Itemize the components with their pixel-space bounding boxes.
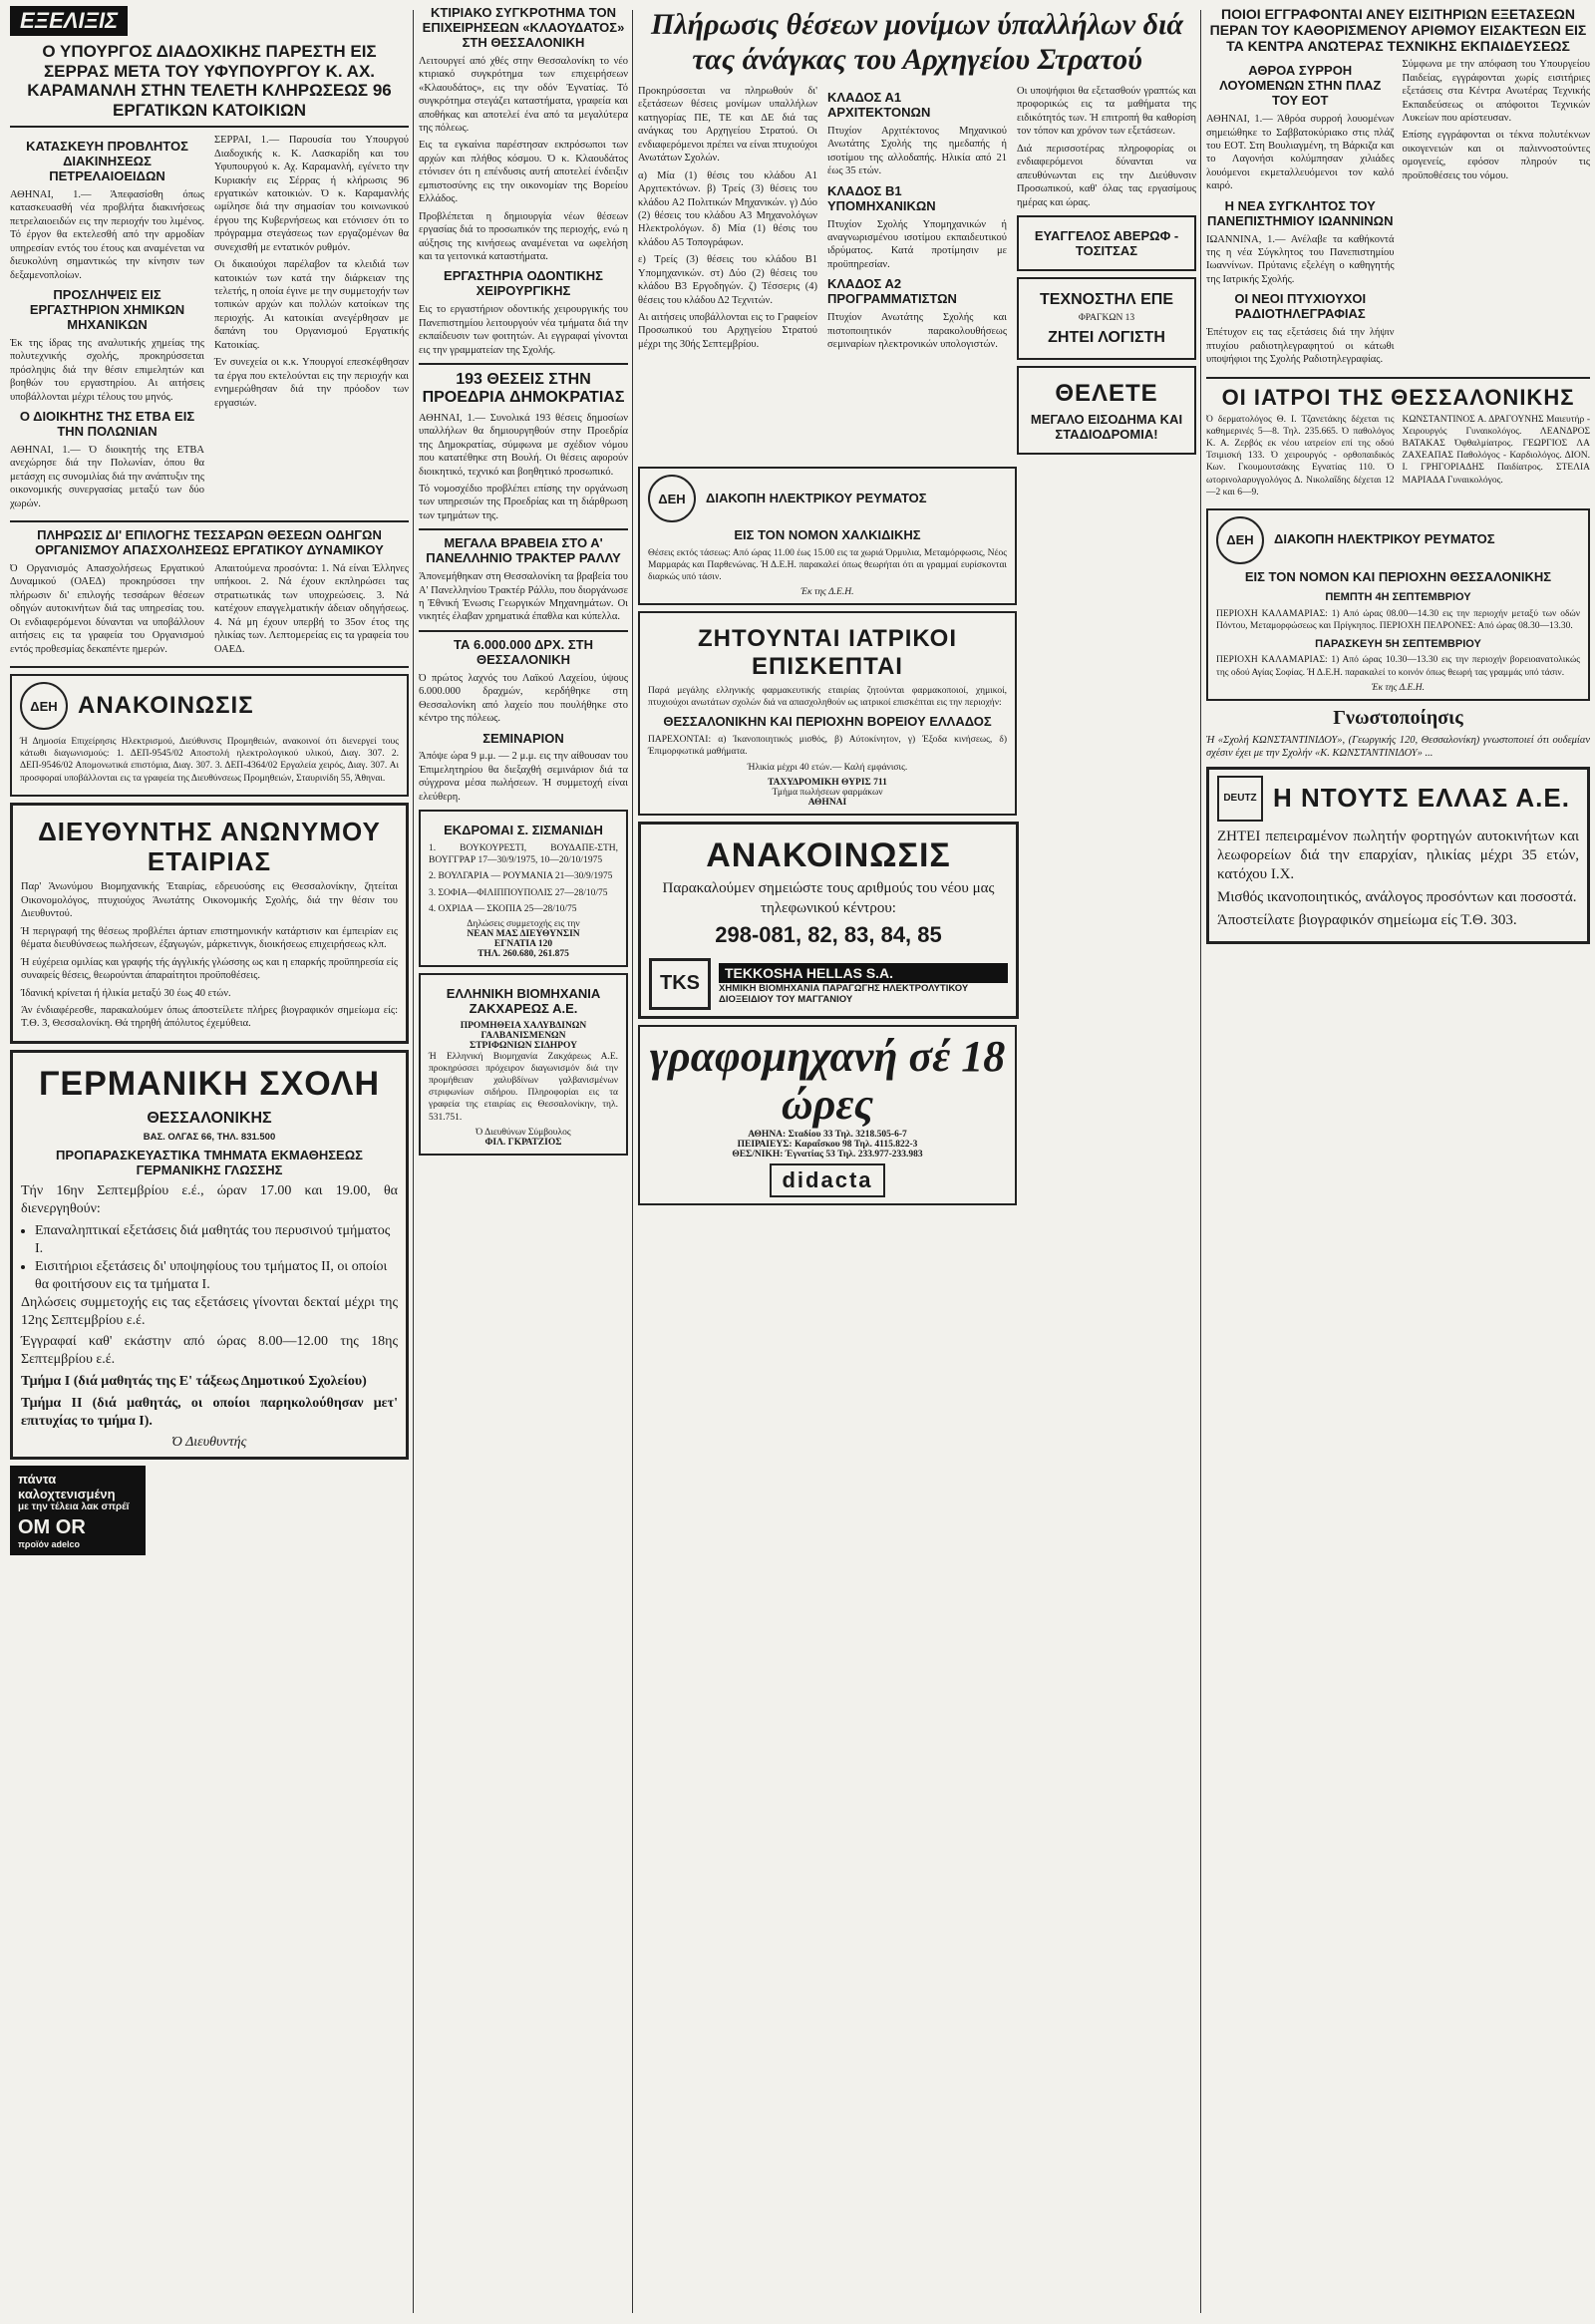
sub-heading: ΚΛΑΔΟΣ Β1 ΥΠΟΜΗΧΑΝΙΚΩΝ bbox=[827, 182, 936, 213]
ad-text: Ή περιγραφή της θέσεως προβλέπει άρτιαν επιστημονικήν κατάρτισιν και έμπειρίαν εις θέματα διευθύνσεως πωλήσεων, έξαγωγών, μάρκετινγκ, διοικήσεως επιχειρήσεως κλπ. bbox=[21, 925, 398, 951]
section-title: ΟΙ ΙΑΤΡΟΙ ΤΗΣ ΘΕΣΣΑΛΟΝΙΚΗΣ bbox=[1221, 384, 1575, 410]
ad-subtitle: ΘΕΣΣΑΛΟΝΙΚΗΣ bbox=[147, 1109, 272, 1127]
section-headline: Πλήρωσις θέσεων μονίμων ύπαλλήλων διά τας άνάγκας του Αρχηγείου Στρατού bbox=[651, 8, 1183, 76]
ad-text: Άποστείλατε βιογραφικόν σημείωμα είς Τ.Θ. 303. bbox=[1217, 912, 1517, 929]
notice-day: ΠΕΜΠΤΗ 4Η ΣΕΠΤΕΜΒΡΙΟΥ bbox=[1325, 590, 1471, 603]
doctors-listing: Ό δερματολόγος Θ. Ι. Τζανετάκης δέχεται τις καθημερινές 5—8. Τηλ. 235.665. Ό παθολόγος Κ. Α. Ζερβός εκ νέου ιατρείον επί της οδού Τσιμισκή 133. Ό χειρουργός - ορθοπαιδικός Κων. Γκουμουτσάκης Εγνατίας 110. Ό ωτορινολαρυγγολόγος Δ. Νικολαΐδης δέχεται 12—2 και 6—9. ΚΩΝΣΤΑΝΤΙΝΟΣ Α. ΔΡΑΓΟΥΝΗΣ Μαιευτήρ - Χειρουργός Γυναικολόγος. ΛΕΑΝΔΡΟΣ ΒΑΤΑΚΑΣ Όφθαλμίατρος. ΓΕΩΡΓΙΟΣ ΛΑ ΖΑΧΕΑΠΑΣ Παθολόγος - Καρδιολόγος. ΔΙΟΝ. Ι. ΓΡΗΓΟΡΙΑΔΗΣ Παιδίατρος. ΣΤΕΛΙΑ ΜΑΡΙΑΔΑ Γυναικολόγος. bbox=[1206, 414, 1590, 498]
divider bbox=[419, 363, 628, 365]
ad-address: Τμήμα πωλήσεων φαρμάκων bbox=[772, 788, 883, 799]
masthead-row bbox=[10, 6, 409, 36]
ad-text: Δηλώσεις συμμετοχής εις τας εξετάσεις γίνονται δεκταί μέχρι της 12ης Σεπτεμβρίου ε.έ. bbox=[21, 1294, 398, 1328]
didacta-logo: didacta bbox=[770, 1163, 884, 1197]
column-rule bbox=[413, 10, 414, 2313]
section-title: ΠΡΟΣΛΗΨΕΙΣ ΕΙΣ ΕΡΓΑΣΤΗΡΙΟΝ ΧΗΜΙΚΩΝ ΜΗΧΑΝΙΚΩΝ bbox=[29, 287, 185, 332]
ad-list-item: 2. ΒΟΥΛΓΑΡΙΑ — ΡΟΥΜΑΝΙΑ 21—30/9/1975 bbox=[429, 871, 613, 882]
column-4 bbox=[1206, 0, 1590, 2324]
lead-headline: Ο ΥΠΟΥΡΓΟΣ ΔΙΑΔΟΧΙΚΗΣ ΠΑΡΕΣΤΗ ΕΙΣ ΣΕΡΡΑΣ ΜΕΤΑ ΤΟΥ ΥΦΥΠΟΥΡΓΟΥ Κ. ΑΧ. ΚΑΡΑΜΑΝΛΗ ΣΤΗΝ ΤΕΛΕΤΗ ΚΛΗΡΩΣΕΩΣ 96 ΕΡΓΑΤΙΚΩΝ ΚΑΤΟΙΚΙΩΝ bbox=[27, 42, 392, 120]
ad-text: Τμήμα Ι (διά μαθητάς της Ε' τάξεως Δημοτικού Σχολείου) bbox=[21, 1374, 367, 1390]
ad-text: ΠΑΡΕΧΟΝΤΑΙ: α) Ίκανοποιητικός μισθός, β) Αύτοκίνητον, γ) Έξοδα κινήσεως, δ) Έπιμορφωτικά μαθήματα. bbox=[648, 734, 1007, 758]
section-title: ΑΘΡΟΑ ΣΥΡΡΟΗ ΛΟΥΟΜΕΝΩΝ ΣΤΗΝ ΠΛΑΖ ΤΟΥ ΕΟΤ bbox=[1219, 63, 1382, 109]
ad-slogan: καλοχτενισμένη bbox=[18, 1486, 116, 1501]
notice-region: ΕΙΣ ΤΟΝ ΝΟΜΟΝ ΧΑΛΚΙΔΙΚΗΣ bbox=[734, 527, 921, 543]
ad-subtitle: ΖΗΤΕΙ ΛΟΓΙΣΤΗ bbox=[1048, 329, 1165, 347]
ad-address: ΑΘΗΝΑ: Σταδίου 33 Τηλ. 3218.505-6-7 bbox=[748, 1129, 907, 1140]
ad-phones: 298-081, 82, 83, 84, 85 bbox=[715, 921, 942, 947]
notice-day: ΠΑΡΑΣΚΕΥΗ 5Η ΣΕΠΤΕΜΒΡΙΟΥ bbox=[1315, 637, 1481, 650]
ad-title: γραφομηχανή σέ 18 ώρες bbox=[649, 1031, 1006, 1130]
column-rule bbox=[632, 10, 633, 2313]
ad-address: ΘΕΣ/ΝΙΚΗ: Έγνατίας 53 Τηλ. 233.977-233.983 bbox=[732, 1149, 923, 1160]
ad-subtitle: ΘΕΣΣΑΛΟΝΙΚΗΝ ΚΑΙ ΠΕΡΙΟΧΗΝ ΒΟΡΕΙΟΥ ΕΛΛΑΔΟΣ bbox=[663, 713, 992, 729]
section-title: 193 ΘΕΣΕΙΣ ΣΤΗΝ ΠΡΟΕΔΡΙΑ ΔΗΜΟΚΡΑΤΙΑΣ bbox=[422, 371, 625, 407]
ad-title: ΕΥΑΓΓΕΛΟΣ ΑΒΕΡΩΦ - ΤΟΣΙΤΣΑΣ bbox=[1034, 227, 1179, 258]
column-3 bbox=[638, 0, 1196, 2324]
dei-logo: ΔΕΗ bbox=[1216, 516, 1264, 564]
ad-subtitle: ΣΤΡΙΦΩΝΙΩΝ ΣΙΔΗΡΟΥ bbox=[470, 1040, 577, 1051]
dei-logo: ΔΕΗ bbox=[648, 475, 696, 522]
ad-address: ΒΑΣ. ΟΛΓΑΣ 66, ΤΗΛ. 831.500 bbox=[143, 1132, 276, 1144]
sub-heading: ΚΛΑΔΟΣ Α1 ΑΡΧΙΤΕΚΤΟΝΩΝ bbox=[827, 90, 931, 120]
dei-announcement: ΔΕΗ ΑΝΑΚΟΙΝΩΣΙΣ Ή Δημοσία Επιχείρησις Ηλεκτρισμού, Διεύθυνσις Προμηθειών, ανακοινοί ότι διενεργεί τους κάτωθι διαγωνισμούς: 1. ΔΕΠ-9545/02 Αποστολή ηλεκτρολογικού υλικού, Διαγ. 307. 2. ΔΕΠ-9546/02 Απομονωτικά επιστόμια, Διαγ. 307. 3. ΔΕΠ-4364/02 Εργαλεία χειρός, Διαγ. 307. Αι προσφοραί υποβάλλονται εις τα γραφεία της Διευθύνσεως Προμηθειών, Σταυρινίδη 55, Άθηναι. bbox=[10, 674, 409, 797]
ad-company: TEKKOSHA HELLAS S.A. bbox=[719, 963, 1008, 983]
ad-address: ΠΕΙΡΑΙΕΥΣ: Καραΐσκου 98 Τηλ. 4115.822-3 bbox=[737, 1139, 918, 1150]
divider bbox=[10, 666, 409, 668]
ad-text: ΖΗΤΕΙ πεπειραμένον πωλητήν φορτηγών αυτοκινήτων και λεωφορείων διά την επαρχίαν, ηλικίας μέχρι 35 ετών, κατόχου Ι.Χ. bbox=[1217, 828, 1579, 883]
divider bbox=[419, 630, 628, 632]
section-title: ΜΕΓΑΛΑ ΒΡΑΒΕΙΑ ΣΤΟ Α' ΠΑΝΕΛΛΗΝΙΟ ΤΡΑΚΤΕΡ ΡΑΛΛΥ bbox=[426, 535, 621, 566]
ad-text: Τήν 16ην Σεπτεμβρίου ε.έ., ώραν 17.00 και 19.00, θα διενεργηθούν: bbox=[21, 1183, 398, 1217]
ad-title: ΘΕΛΕΤΕ bbox=[1055, 379, 1158, 407]
section-title: ΕΡΓΑΣΤΗΡΙΑ ΟΔΟΝΤΙΚΗΣ ΧΕΙΡΟΥΡΓΙΚΗΣ bbox=[444, 268, 603, 299]
ad-text: Ίδανική κρίνεται ή ήλικία μεταξύ 30 έως 40 ετών. bbox=[21, 987, 231, 999]
ad-title: ΓΕΡΜΑΝΙΚΗ ΣΧΟΛΗ bbox=[38, 1064, 381, 1103]
lead-columns: ΚΑΤΑΣΚΕΥΗ ΠΡΟΒΛΗΤΟΣ ΔΙΑΚΙΝΗΣΕΩΣ ΠΕΤΡΕΛΑΙΟΕΙΔΩΝ ΑΘΗΝΑΙ, 1.— Άπεφασίσθη όπως κατασκευασθή νέα προβλήτα διακινήσεως πετρελαιοειδών εις την περιοχήν του λιμένος. Τό έργον θα εκτελεσθή από την αρμοδίαν υπηρεσίαν εντός του έτους και αναμένεται να διευκολύνη σημαντικώς την κίνησιν των δεξαμενοπλοίων. ΠΡΟΣΛΗΨΕΙΣ ΕΙΣ ΕΡΓΑΣΤΗΡΙΟΝ ΧΗΜΙΚΩΝ ΜΗΧΑΝΙΚΩΝ Έκ της ίδρας της αναλυτικής χημείας της πολυτεχνικής σχολής, προκηρύσσεται πρόσληψις διά την θέσιν επιμελητών και βοηθών του εργαστηρίου. Αι αιτήσεις υποβάλλονται μέχρι τέλους του μηνός. Ο ΔΙΟΙΚΗΤΗΣ ΤΗΣ ΕΤΒΑ ΕΙΣ ΤΗΝ ΠΟΛΩΝΙΑΝ ΑΘΗΝΑΙ, 1.— Ό διοικητής της ΕΤΒΑ ανεχώρησε διά την Πολωνίαν, όπου θα μετάσχη εις συνομιλίας διά την ανάπτυξιν της οικονομικής συνεργασίας μεταξύ των δύο χωρών. ΣΕΡΡΑΙ, 1.— Παρουσία του Υπουργού Διαδοχικής κ. Κ. Λασκαρίδη και του Υφυπουργού κ. Αχ. Καραμανλή, εγένετο την Κυριακήν εις Σέρρας ή κλήρωσις 96 εργατικών κατοικιών. Ό κ. Καραμανλής ωμίλησε διά την σημασίαν του κοινωνικού έργου της Κυβερνήσεως και ετόνισεν ότι το πρόγραμμα στεγάσεως των εργαζομένων θα συνεχισθή με εντατικόν ρυθμόν. Οι δικαιούχοι παρέλαβον τα κλειδιά των κατοικιών των κατά την διάρκειαν της τελετής, η οποία έγινε με την συμμετοχήν των τοπικών αρχών και πολλών κατοίκων της περιοχής. Αι κατοικίαι ανεγέρθησαν με δαπάνη του Οργανισμού Εργατικής Κατοικίας. Έν συνεχεία οι κ.κ. Υπουργοί επεσκέφθησαν τα έργα που εκτελούνται εις την περιοχήν και ενημερώθησαν διά την πρόοδον των εργασιών. bbox=[10, 135, 409, 509]
ad-address: ΑΘΗΝΑΙ bbox=[807, 798, 847, 809]
divider bbox=[1206, 377, 1590, 379]
ad-address: ΦΡΑΓΚΩΝ 13 bbox=[1078, 313, 1135, 324]
notice-signature: Έκ της Δ.Ε.Η. bbox=[1372, 682, 1425, 693]
ad-text: Έγγραφαί καθ' εκάστην από ώρας 8.00—12.00 της 18ης Σεπτεμβρίου ε.έ. bbox=[21, 1334, 398, 1368]
column-1 bbox=[10, 0, 409, 2324]
ad-sismanidis bbox=[419, 810, 628, 967]
oaed-columns: Ό Οργανισμός Απασχολήσεως Εργατικού Δυναμικού (ΟΑΕΔ) προκηρύσσει την πλήρωσιν δι' επιλογής τεσσάρων θέσεων οδηγών αυτοκινήτων διά τας υπηρεσίας του. Οι ενδιαφερόμενοι δύνανται να υποβάλλουν αιτήσεις εις τα γραφεία του Οργανισμού εντός προθεσμίας δεκαπέντε ημερών. Απαιτούμενα προσόντα: 1. Νά είναι Έλληνες υπήκοοι. 2. Νά έχουν εκπληρώσει τας στρατιωτικάς των υποχρεώσεις. 3. Νά κατέχουν επαγγελματικήν άδειαν οδηγήσεως. 4. Νά μη έχουν υπερβή το 35ον έτος της ηλικίας των. Λεπτομερείας εις τα γραφεία του ΟΑΕΔ. bbox=[10, 563, 409, 655]
ad-director bbox=[10, 803, 409, 1044]
notice-text: Ή «Σχολή ΚΩΝΣΤΑΝΤΙΝΙΔΟΥ», (Γεωργικής 120, Θεσσαλονίκη) γνωστοποιεί ότι ουδεμίαν σχέσιν έχει με την Σχολήν «Κ. ΚΩΝΣΤΑΝΤΙΝΙΔΟΥ» ... bbox=[1206, 734, 1590, 760]
column-rule bbox=[1200, 10, 1201, 2313]
ad-title: ΖΗΤΟΥΝΤΑΙ ΙΑΤΡΙΚΟΙ ΕΠΙΣΚΕΠΤΑΙ bbox=[697, 625, 957, 681]
divider bbox=[10, 520, 409, 522]
brand-logo: OM OR bbox=[18, 1515, 86, 1538]
ad-german-school bbox=[10, 1050, 409, 1460]
sub-heading: ΚΛΑΔΟΣ Α2 ΠΡΟΓΡΑΜΜΑΤΙΣΤΩΝ bbox=[827, 276, 957, 307]
divider bbox=[419, 528, 628, 530]
dei-cut-thessaloniki: ΔΕΗ ΔΙΑΚΟΠΗ ΗΛΕΚΤΡΙΚΟΥ ΡΕΥΜΑΤΟΣ ΕΙΣ ΤΟΝ ΝΟΜΟΝ ΚΑΙ ΠΕΡΙΟΧΗΝ ΘΕΣΣΑΛΟΝΙΚΗΣ ΠΕΜΠΤΗ 4Η ΣΕΠΤΕΜΒΡΙΟΥ ΠΕΡΙΟΧΗ ΚΑΛΑΜΑΡΙΑΣ: 1) Από ώρας 08.00—14.30 εις την περιοχήν μεταξύ των οδών Πόντου, Μεταμορφώσεως και Πρίγκηπος. ΠΕΡΙΟΧΗ ΠΕΛΡΟΝΕΣ: Από ώρας 08.30—13.30. ΠΑΡΑΣΚΕΥΗ 5Η ΣΕΠΤΕΜΒΡΙΟΥ ΠΕΡΙΟΧΗ ΚΑΛΑΜΑΡΙΑΣ: 1) Από ώρας 10.30—13.30 εις την περιοχήν βορειοανατολικώς της οδού Αγίας Σοφίας. Ή Δ.Ε.Η. παρακαλεί το κοινόν όπως θεωρή τας γραμμάς υπό τάσιν. Έκ της Δ.Ε.Η. bbox=[1206, 508, 1590, 701]
ad-signature: Ό Διευθύνων Σύμβουλος bbox=[476, 1127, 571, 1138]
ad-subtitle: ΠΡΟΠΑΡΑΣΚΕΥΑΣΤΙΚΑ ΤΜΗΜΑΤΑ ΕΚΜΑΘΗΣΕΩΣ ΓΕΡΜΑΝΙΚΗΣ ΓΛΩΣΣΗΣ bbox=[56, 1148, 363, 1178]
army-columns: Προκηρύσσεται να πληρωθούν δι' εξετάσεων θέσεις μονίμων υπαλλήλων κατηγορίας ΠΕ, ΤΕ και ΔΕ διά τας ανάγκας του Αρχηγείου Στρατού. Οι ενδιαφερόμενοι πρέπει να είναι πτυχιούχοι Ανωτάτων Σχολών. α) Μία (1) θέσις του κλάδου Α1 Αρχιτεκτόνων. β) Τρείς (3) θέσεις του κλάδου Α2 Πολιτικών Μηχανικών. γ) Δύο (2) θέσεις του κλάδου Α3 Μηχανολόγων Ηλεκτρολόγων. δ) Μία (1) θέσις του κλάδου Α5 Τοπογράφων. ε) Τρείς (3) θέσεις του κλάδου Β1 Υπομηχανικών. στ) Δύο (2) θέσεις του κλάδου Β3 Εργοδηγών. ζ) Τέσσερις (4) θέσεις του κλάδου Δ2 Τεχνιτών. Αι αιτήσεις υποβάλλονται εις το Γραφείον Προσωπικού του Αρχηγείου Στρατού μέχρι της 30ής Σεπτεμβρίου. ΚΛΑΔΟΣ Α1 ΑΡΧΙΤΕΚΤΟΝΩΝ Πτυχίον Αρχιτέκτονος Μηχανικού Ανωτάτης Σχολής της ημεδαπής ή ισοτίμου της αλλοδαπής. Ηλικία από 21 έως 35 ετών. ΚΛΑΔΟΣ Β1 ΥΠΟΜΗΧΑΝΙΚΩΝ Πτυχίον Σχολής Υπομηχανικών ή αναγνωρισμένου ισοτίμου εκπαιδευτικού ιδρύματος. Κατά προτίμησιν με προϋπηρεσίαν. ΚΛΑΔΟΣ Α2 ΠΡΟΓΡΑΜΜΑΤΙΣΤΩΝ Πτυχίον Ανωτάτης Σχολής και πιστοποιητικόν παρακολουθήσεως σεμιναρίων ηλεκτρονικών υπολογιστών. Οι υποψήφιοι θα εξετασθούν γραπτώς και προφορικώς εις τα μαθήματα της ειδικότητός των. Ή επιτροπή θα καθορίση τον τόπον και χρόνον των εξετάσεων. Διά περισσοτέρας πληροφορίας οι ενδιαφερόμενοι δύνανται να απευθύνωνται εις την Διεύθυνσιν Προσωπικού, καθ' όλας τας εργασίμους ημέρας και ώρας. ΕΥΑΓΓΕΛΟΣ ΑΒΕΡΩΦ - ΤΟΣΙΤΣΑΣ ΤΕΧΝΟΣΤΗΛ ΕΠΕ ΦΡΑΓΚΩΝ 13 ΖΗΤΕΙ ΛΟΓΙΣΤΗ ΘΕΛΕΤΕ ΜΕΓΑΛΟ ΕΙΣΟΔΗΜΑ ΚΑΙ ΣΤΑΔΙΟΔΡΟΜΙΑ! bbox=[638, 85, 1196, 461]
ad-address: ΤΑΧΥΔΡΟΜΙΚΗ ΘΥΡΙΣ 711 bbox=[768, 778, 887, 789]
ad-slogan: πάντα bbox=[18, 1471, 57, 1487]
section-title: ΠΟΙΟΙ ΕΓΓΡΑΦΟΝΤΑΙ ΑΝΕΥ ΕΙΣΙΤΗΡΙΩΝ ΕΞΕΤΑΣΕΩΝ ΠΕΡΑΝ ΤΟΥ ΚΑΘΟΡΙΣΜΕΝΟΥ ΑΡΙΘΜΟΥ ΕΙΣΑΚΤΕΩΝ ΕΙΣ ΤΑ ΚΕΝΤΡΑ ΑΝΩΤΕΡΑΣ ΤΕΧΝΙΚΗΣ ΕΚΠΑΙΔΕΥΣΕΩΣ bbox=[1209, 6, 1587, 55]
ad-text: Μισθός ικανοποιητικός, ανάλογος προσόντων και ποσοστά. bbox=[1217, 889, 1577, 906]
ad-footer: ΝΕΑΝ ΜΑΣ ΔΙΕΥΘΥΝΣΙΝ bbox=[467, 928, 580, 939]
ad-text: Τμήμα ΙΙ (διά μαθητάς, οι οποίοι παρηκολούθησαν μετ' επιτυχίας το τμήμα Ι). bbox=[21, 1396, 398, 1430]
ad-text: Ήλικία μέχρι 40 ετών.— Καλή εμφάνισις. bbox=[747, 763, 908, 774]
ad-list-item: 1. ΒΟΥΚΟΥΡΕΣΤΙ, ΒΟΥΔΑΠΕ-ΣΤΗ, ΒΟΥΓΓΡΑΡ 17—30/9/1975, 10—20/10/1975 bbox=[429, 843, 618, 866]
ad-didacta bbox=[638, 1025, 1017, 1205]
ad-subtitle: ΓΑΛΒΑΝΙΣΜΕΝΩΝ bbox=[480, 1030, 566, 1041]
ad-thelete bbox=[1017, 366, 1196, 455]
ad-technostil bbox=[1017, 277, 1196, 360]
ad-phone-notice bbox=[638, 822, 1019, 1018]
divider bbox=[10, 126, 409, 128]
ad-list-item: • Επαναληπτικαί εξετάσεις διά μαθητάς του περυσινού τμήματος Ι. bbox=[35, 1222, 398, 1258]
ad-footer: ΤΗΛ. 260.680, 261.875 bbox=[478, 948, 569, 959]
ad-evangelos bbox=[1017, 215, 1196, 271]
section-title: ΠΛΗΡΩΣΙΣ ΔΙ' ΕΠΙΛΟΓΗΣ ΤΕΣΣΑΡΩΝ ΘΕΣΕΩΝ ΟΔΗΓΩΝ ΟΡΓΑΝΙΣΜΟΥ ΑΠΑΣΧΟΛΗΣΕΩΣ ΕΡΓΑΤΙΚΟΥ ΔΥΝΑΜΙΚΟΥ bbox=[35, 527, 384, 558]
section-title: ΣΕΜΙΝΑΡΙΟΝ bbox=[482, 730, 564, 746]
ad-title: ΕΛΛΗΝΙΚΗ ΒΙΟΜΗΧΑΝΙΑ ΖΑΚΧΑΡΕΩΣ Α.Ε. bbox=[446, 985, 601, 1016]
ad-omor bbox=[10, 1466, 409, 1555]
notice-title: ΔΙΑΚΟΠΗ ΗΛΕΚΤΡΙΚΟΥ ΡΕΥΜΑΤΟΣ bbox=[1274, 531, 1495, 547]
section-title: Ο ΔΙΟΙΚΗΤΗΣ ΤΗΣ ΕΤΒΑ ΕΙΣ ΤΗΝ ΠΟΛΩΝΙΑΝ bbox=[19, 409, 195, 439]
masthead-logo: ΕΞΕΛΙΞΙΣ bbox=[10, 6, 128, 36]
ad-text: Άν ένδιαφέρεσθε, παρακαλούμεν όπως άποστείλετε πλήρες βιογραφικόν σημείωμα είς: Τ.Θ. 3, Θεσσαλονίκη. Θά τηρηθή άπόλυτος έχεμύθεια. bbox=[21, 1004, 398, 1030]
ad-list-item: • Εισιτήριοι εξετάσεις δι' υποψηφίους του τμήματος ΙΙ, οι οποίοι θα φοιτήσουν εις τα τμήματα Ι. bbox=[35, 1258, 398, 1294]
ad-text: Παρ' Άνωνύμου Βιομηχανικής Έταιρίας, εδρευούσης εις Θεσσαλονίκην, ζητείται Οικονομολόγος, πτυχιούχος Άνωτάτης Οικονομικής Σχολής, διά την θέσιν του Διευθυντού. bbox=[21, 881, 398, 920]
dei-cut-halkidiki: ΔΕΗ ΔΙΑΚΟΠΗ ΗΛΕΚΤΡΙΚΟΥ ΡΕΥΜΑΤΟΣ ΕΙΣ ΤΟΝ ΝΟΜΟΝ ΧΑΛΚΙΔΙΚΗΣ Θέσεις εκτός τάσεως: Από ώρας 11.00 έως 15.00 εις τα χωριά Όρμυλια, Μεταμόρφωσις, Νέος Μαρμαράς και Παρθενώνας. Ή Δ.Ε.Η. παρακαλεί όπως θεωρήται ότι αι γραμμαί ευρίσκονται διαρκώς υπό τάσιν. Έκ της Δ.Ε.Η. bbox=[638, 467, 1017, 605]
ad-sugar: ΕΛΛΗΝΙΚΗ ΒΙΟΜΗΧΑΝΙΑ ΖΑΚΧΑΡΕΩΣ Α.Ε. ΠΡΟΜΗΘΕΙΑ ΧΑΛΥΒΔΙΝΩΝ ΓΑΛΒΑΝΙΣΜΕΝΩΝ ΣΤΡΙΦΩΝΙΩΝ ΣΙΔΗΡΟΥ Ή Ελληνική Βιομηχανία Ζακχάρεως Α.Ε. προκηρύσσει πρόχειρον διαγωνισμόν διά την προμήθειαν χαλυβδίνων γαλβανισμένων στριφωνίων σιδήρου. Πληροφορίαι εις τα γραφεία της εταιρίας εις Θεσσαλονίκην, τηλ. 531.751. Ό Διευθύνων Σύμβουλος ΦΙΛ. ΓΚΡΑΤΖΙΟΣ bbox=[419, 973, 628, 1156]
ad-title: ΑΝΑΚΟΙΝΩΣΙΣ bbox=[706, 836, 951, 875]
ad-title: ΕΚΔΡΟΜΑΙ Σ. ΣΙΣΜΑΝΙΔΗ bbox=[444, 823, 603, 838]
section-title: ΟΙ ΝΕΟΙ ΠΤΥΧΙΟΥΧΟΙ ΡΑΔΙΟΤΗΛΕΓΡΑΦΙΑΣ bbox=[1234, 291, 1367, 322]
ad-text: Ή εύχέρεια ομιλίας και γραφής τής άγγλικής γλώσσης ως και η επαρκής προϋπηρεσία είς συναφείς θέσεις, θεωρούνται άπαραίτητοι προϋποθέσεις. bbox=[21, 956, 398, 982]
section-title: Γνωστοποίησις bbox=[1333, 706, 1463, 729]
ad-medical-reps: ΖΗΤΟΥΝΤΑΙ ΙΑΤΡΙΚΟΙ ΕΠΙΣΚΕΠΤΑΙ Παρά μεγάλης ελληνικής φαρμακευτικής εταιρίας ζητούνται φαρμακοποιοί, χημικοί, πτυχιούχοι ανωτάτων σχολών διά να απασχοληθούν ως ιατρικοί επισκέπται εις την περιοχήν: ΘΕΣΣΑΛΟΝΙΚΗΝ ΚΑΙ ΠΕΡΙΟΧΗΝ ΒΟΡΕΙΟΥ ΕΛΛΑΔΟΣ ΠΑΡΕΧΟΝΤΑΙ: α) Ίκανοποιητικός μισθός, β) Αύτοκίνητον, γ) Έξοδα κινήσεως, δ) Έπιμορφωτικά μαθήματα. Ήλικία μέχρι 40 ετών.— Καλή εμφάνισις. ΤΑΧΥΔΡΟΜΙΚΗ ΘΥΡΙΣ 711 Τμήμα πωλήσεων φαρμάκων ΑΘΗΝΑΙ bbox=[638, 611, 1017, 816]
ad-text: Παρακαλούμεν σημειώστε τους αριθμούς του νέου μας τηλεφωνικού κέντρου: bbox=[662, 880, 995, 916]
section-title: Η ΝΕΑ ΣΥΓΚΛΗΤΟΣ ΤΟΥ ΠΑΝΕΠΙΣΤΗΜΙΟΥ ΙΩΑΝΝΙΝΩΝ bbox=[1207, 197, 1394, 228]
column-2: ΚΤΙΡΙΑΚΟ ΣΥΓΚΡΟΤΗΜΑ ΤΟΝ ΕΠΙΧΕΙΡΗΣΕΩΝ «ΚΛΑΟΥΔΑΤΟΣ» ΣΤΗ ΘΕΣΣΑΛΟΝΙΚΗ Λειτουργεί από χθές στην Θεσσαλονίκη το νέο κτιριακό συγκρότημα των επιχειρήσεων «Κλαουδάτος», εις την οδόν Έγνατίας. Τό συγκρότημα στεγάζει καταστήματα, γραφεία και αποθήκας και αποτελεί ένα από τα μεγαλύτερα της πόλεως. Εις τα εγκαίνια παρέστησαν εκπρόσωποι των αρχών και πλήθος κόσμου. Ό κ. Κλαουδάτος ετόνισεν ότι η επένδυσις αυτή αποτελεί ένδειξιν εμπιστοσύνης εις την οικονομίαν της Βορείου Ελλάδος. Προβλέπεται η δημιουργία νέων θέσεων εργασίας διά το προσωπικόν της περιοχής, ενώ η αύξησις της κινήσεως αναμένεται να ωφελήση και τα γειτονικά καταστήματα. ΕΡΓΑΣΤΗΡΙΑ ΟΔΟΝΤΙΚΗΣ ΧΕΙΡΟΥΡΓΙΚΗΣ Εις το εργαστήριον οδοντικής χειρουργικής του Πανεπιστημίου λειτουργούν νέα τμήματα διά την εκπαίδευσιν των φοιτητών. Αι εγγραφαί γίνονται εις την γραμματείαν της Σχολής. 193 ΘΕΣΕΙΣ ΣΤΗΝ ΠΡΟΕΔΡΙΑ ΔΗΜΟΚΡΑΤΙΑΣ ΑΘΗΝΑΙ, 1.— Συνολικά 193 θέσεις δημοσίων υπαλλήλων θα δημιουργηθούν στην Προεδρία της Δημοκρατίας, σύμφωνα με σχέδιον νόμου που κατατέθηκε στη Βουλή. Οι θέσεις αφορούν διοικητικό, τεχνικό και βοηθητικό προσωπικό. Τό νομοσχέδιο προβλέπει επίσης την οργάνωση των υπηρεσιών της Προεδρίας και τη διάρθρωση των τμημάτων της. ΜΕΓΑΛΑ ΒΡΑΒΕΙΑ ΣΤΟ Α' ΠΑΝΕΛΛΗΝΙΟ ΤΡΑΚΤΕΡ ΡΑΛΛΥ Άπονεμήθηκαν στη Θεσσαλονίκη τα βραβεία του Α' Πανελληνίου Τρακτέρ Ράλλυ, που διοργάνωσε η Έθνική Ένωσις Γεωργικών Μηχανημάτων. Οι νικητές έλαβαν χρηματικά έπαθλα και κύπελλα. ΤΑ 6.000.000 ΔΡΧ. ΣΤΗ ΘΕΣΣΑΛΟΝΙΚΗ Ό πρώτος λαχνός του Λαϊκού Λαχείου, ύψους 6.000.000 δραχμών, κερδήθηκε στη Θεσσαλονίκη από λαχείο που πουλήθηκε στο κέντρο της πόλεως. ΣΕΜΙΝΑΡΙΟΝ Άπόψε ώρα 9 μ.μ. — 2 μ.μ. εις την αίθουσαν του Έπιμελητηρίου θα διεξαχθή σεμινάριον διά τα σύγχρονα μέσα πωλήσεων. Ή συμμετοχή είναι ελεύθερη. ΕΚΔΡΟΜΑΙ Σ. ΣΙΣΜΑΝΙΔΗ 1. ΒΟΥΚΟΥΡΕΣΤΙ, ΒΟΥΔΑΠΕ-ΣΤΗ, ΒΟΥΓΓΡΑΡ 17—30/9/1975, 10—20/10/1975 2. ΒΟΥΛΓΑΡΙΑ — ΡΟΥΜΑΝΙΑ 21—30/9/1975 3. ΣΟΦΙΑ—ΦΙΛΙΠΠΟΥΠΟΛΙΣ 27—28/10/75 4. ΟΧΡΙΔΑ — ΣΚΟΠΙΑ 25—28/10/75 Δηλώσεις συμμετοχής εις την ΝΕΑΝ ΜΑΣ ΔΙΕΥΘΥΝΣΙΝ ΕΓΝΑΤΙΑ 120 ΤΗΛ. 260.680, 261.875 ΕΛΛΗΝΙΚΗ ΒΙΟΜΗΧΑΝΙΑ ΖΑΚΧΑΡΕΩΣ Α.Ε. ΠΡΟΜΗΘΕΙΑ ΧΑΛΥΒΔΙΝΩΝ ΓΑΛΒΑΝΙΣΜΕΝΩΝ ΣΤΡΙΦΩΝΙΩΝ ΣΙΔΗΡΟΥ Ή Ελληνική Βιομηχανία Ζακχάρεως Α.Ε. προκηρύσσει πρόχειρον διαγωνισμόν διά την προμήθειαν χαλυβδίνων γαλβανισμένων στριφωνίων σιδήρου. Πληροφορίαι εις τα γραφεία της εταιρίας εις Θεσσαλονίκην, τηλ. 531.751. Ό Διευθύνων Σύμβουλος ΦΙΛ. ΓΚΡΑΤΖΙΟΣ bbox=[419, 0, 628, 2324]
ad-deutz bbox=[1206, 767, 1590, 944]
ad-subtitle: ΠΡΟΜΗΘΕΙΑ ΧΑΛΥΒΔΙΝΩΝ bbox=[460, 1020, 587, 1031]
announcement-title: ΑΝΑΚΟΙΝΩΣΙΣ bbox=[78, 692, 254, 720]
c4-columns: ΑΘΡΟΑ ΣΥΡΡΟΗ ΛΟΥΟΜΕΝΩΝ ΣΤΗΝ ΠΛΑΖ ΤΟΥ ΕΟΤ ΑΘΗΝΑΙ, 1.— Άθρόα συρροή λουομένων σημειώθηκε το Σαββατοκύριακο στις πλάζ του ΕΟΤ. Στη Βουλιαγμένη, τη Βάρκιζα και το Λαγονήσι κολύμπησαν χιλιάδες λουόμενοι εκμεταλλευόμενοι τον καλό καιρό. Η ΝΕΑ ΣΥΓΚΛΗΤΟΣ ΤΟΥ ΠΑΝΕΠΙΣΤΗΜΙΟΥ ΙΩΑΝΝΙΝΩΝ ΙΩΑΝΝΙΝΑ, 1.— Ανέλαβε τα καθήκοντά της η νέα Σύγκλητος του Πανεπιστημίου Ιωαννίνων. Πρύτανις εξελέγη ο καθηγητής της Ιατρικής Σχολής. ΟΙ ΝΕΟΙ ΠΤΥΧΙΟΥΧΟΙ ΡΑΔΙΟΤΗΛΕΓΡΑΦΙΑΣ Έπέτυχον εις τας εξετάσεις διά την λήψιν πτυχίου ραδιοτηλεγραφητού οι κάτωθι υποψήφιοι της Σχολής Ραδιοτηλεγραφίας. Σύμφωνα με την απόφαση του Υπουργείου Παιδείας, εγγράφονται χωρίς εισιτήριες εξετάσεις στα Κέντρα Ανωτέρας Τεχνικής Εκπαιδεύσεως οι απόφοιτοι Τεχνικών Λυκείων που αρίστευσαν. Επίσης εγγράφονται οι τέκνα πολυτέκνων οικογενειών και οι παλιννοστούντες ομογενείς, εφόσον πληρούν τις προϋποθέσεις του νόμου. bbox=[1206, 59, 1590, 366]
ad-footer: Δηλώσεις συμμετοχής εις την bbox=[467, 918, 580, 929]
ad-footer: ΕΓΝΑΤΙΑ 120 bbox=[493, 938, 553, 949]
section-title: ΤΑ 6.000.000 ΔΡΧ. ΣΤΗ ΘΕΣΣΑΛΟΝΙΚΗ bbox=[454, 636, 593, 667]
ad-slogan: με την τέλεια λακ σπρέϊ bbox=[18, 1500, 130, 1512]
ad-title: Η ΝΤΟΥΤΣ ΕΛΛΑΣ Α.Ε. bbox=[1273, 782, 1570, 813]
ad-subtitle: ΜΕΓΑΛΟ ΕΙΣΟΔΗΜΑ ΚΑΙ ΣΤΑΔΙΟΔΡΟΜΙΑ! bbox=[1030, 412, 1183, 443]
dei-logo: ΔΕΗ bbox=[20, 682, 68, 730]
ad-title: ΤΕΧΝΟΣΤΗΛ ΕΠΕ bbox=[1039, 290, 1174, 308]
ad-footer: προϊόν adelco bbox=[18, 1538, 80, 1549]
notice-region: ΕΙΣ ΤΟΝ ΝΟΜΟΝ ΚΑΙ ΠΕΡΙΟΧΗΝ ΘΕΣΣΑΛΟΝΙΚΗΣ bbox=[1244, 568, 1552, 584]
tks-logo: TKS bbox=[649, 958, 711, 1010]
ad-title: ΔΙΕΥΘΥΝΤΗΣ ΑΝΩΝΥΜΟΥ ΕΤΑΙΡΙΑΣ bbox=[38, 816, 381, 876]
notice-title: ΔΙΑΚΟΠΗ ΗΛΕΚΤΡΙΚΟΥ ΡΕΥΜΑΤΟΣ bbox=[706, 490, 927, 505]
ad-list-item: 4. ΟΧΡΙΔΑ — ΣΚΟΠΙΑ 25—28/10/75 bbox=[429, 903, 577, 914]
section-title: ΚΑΤΑΣΚΕΥΗ ΠΡΟΒΛΗΤΟΣ ΔΙΑΚΙΝΗΣΕΩΣ ΠΕΤΡΕΛΑΙΟΕΙΔΩΝ bbox=[26, 139, 188, 184]
section-title: ΚΤΙΡΙΑΚΟ ΣΥΓΚΡΟΤΗΜΑ ΤΟΝ ΕΠΙΧΕΙΡΗΣΕΩΝ «ΚΛΑΟΥΔΑΤΟΣ» ΣΤΗ ΘΕΣΣΑΛΟΝΙΚΗ bbox=[422, 5, 625, 50]
ad-signature: Ό Διευθυντής bbox=[171, 1434, 247, 1450]
ad-subtitle: ΧΗΜΙΚΗ ΒΙΟΜΗΧΑΝΙΑ ΠΑΡΑΓΩΓΗΣ ΗΛΕΚΤΡΟΛΥΤΙΚΟΥ ΔΙΟΞΕΙΔΙΟΥ ΤΟΥ ΜΑΓΓΑΝΙΟΥ bbox=[719, 982, 969, 1005]
deutz-logo: DEUTZ bbox=[1217, 776, 1263, 822]
notice-signature: Έκ της Δ.Ε.Η. bbox=[800, 587, 854, 598]
ad-signature: ΦΙΛ. ΓΚΡΑΤΖΙΟΣ bbox=[484, 1137, 562, 1148]
ad-list-item: 3. ΣΟΦΙΑ—ΦΙΛΙΠΠΟΥΠΟΛΙΣ 27—28/10/75 bbox=[429, 887, 608, 898]
